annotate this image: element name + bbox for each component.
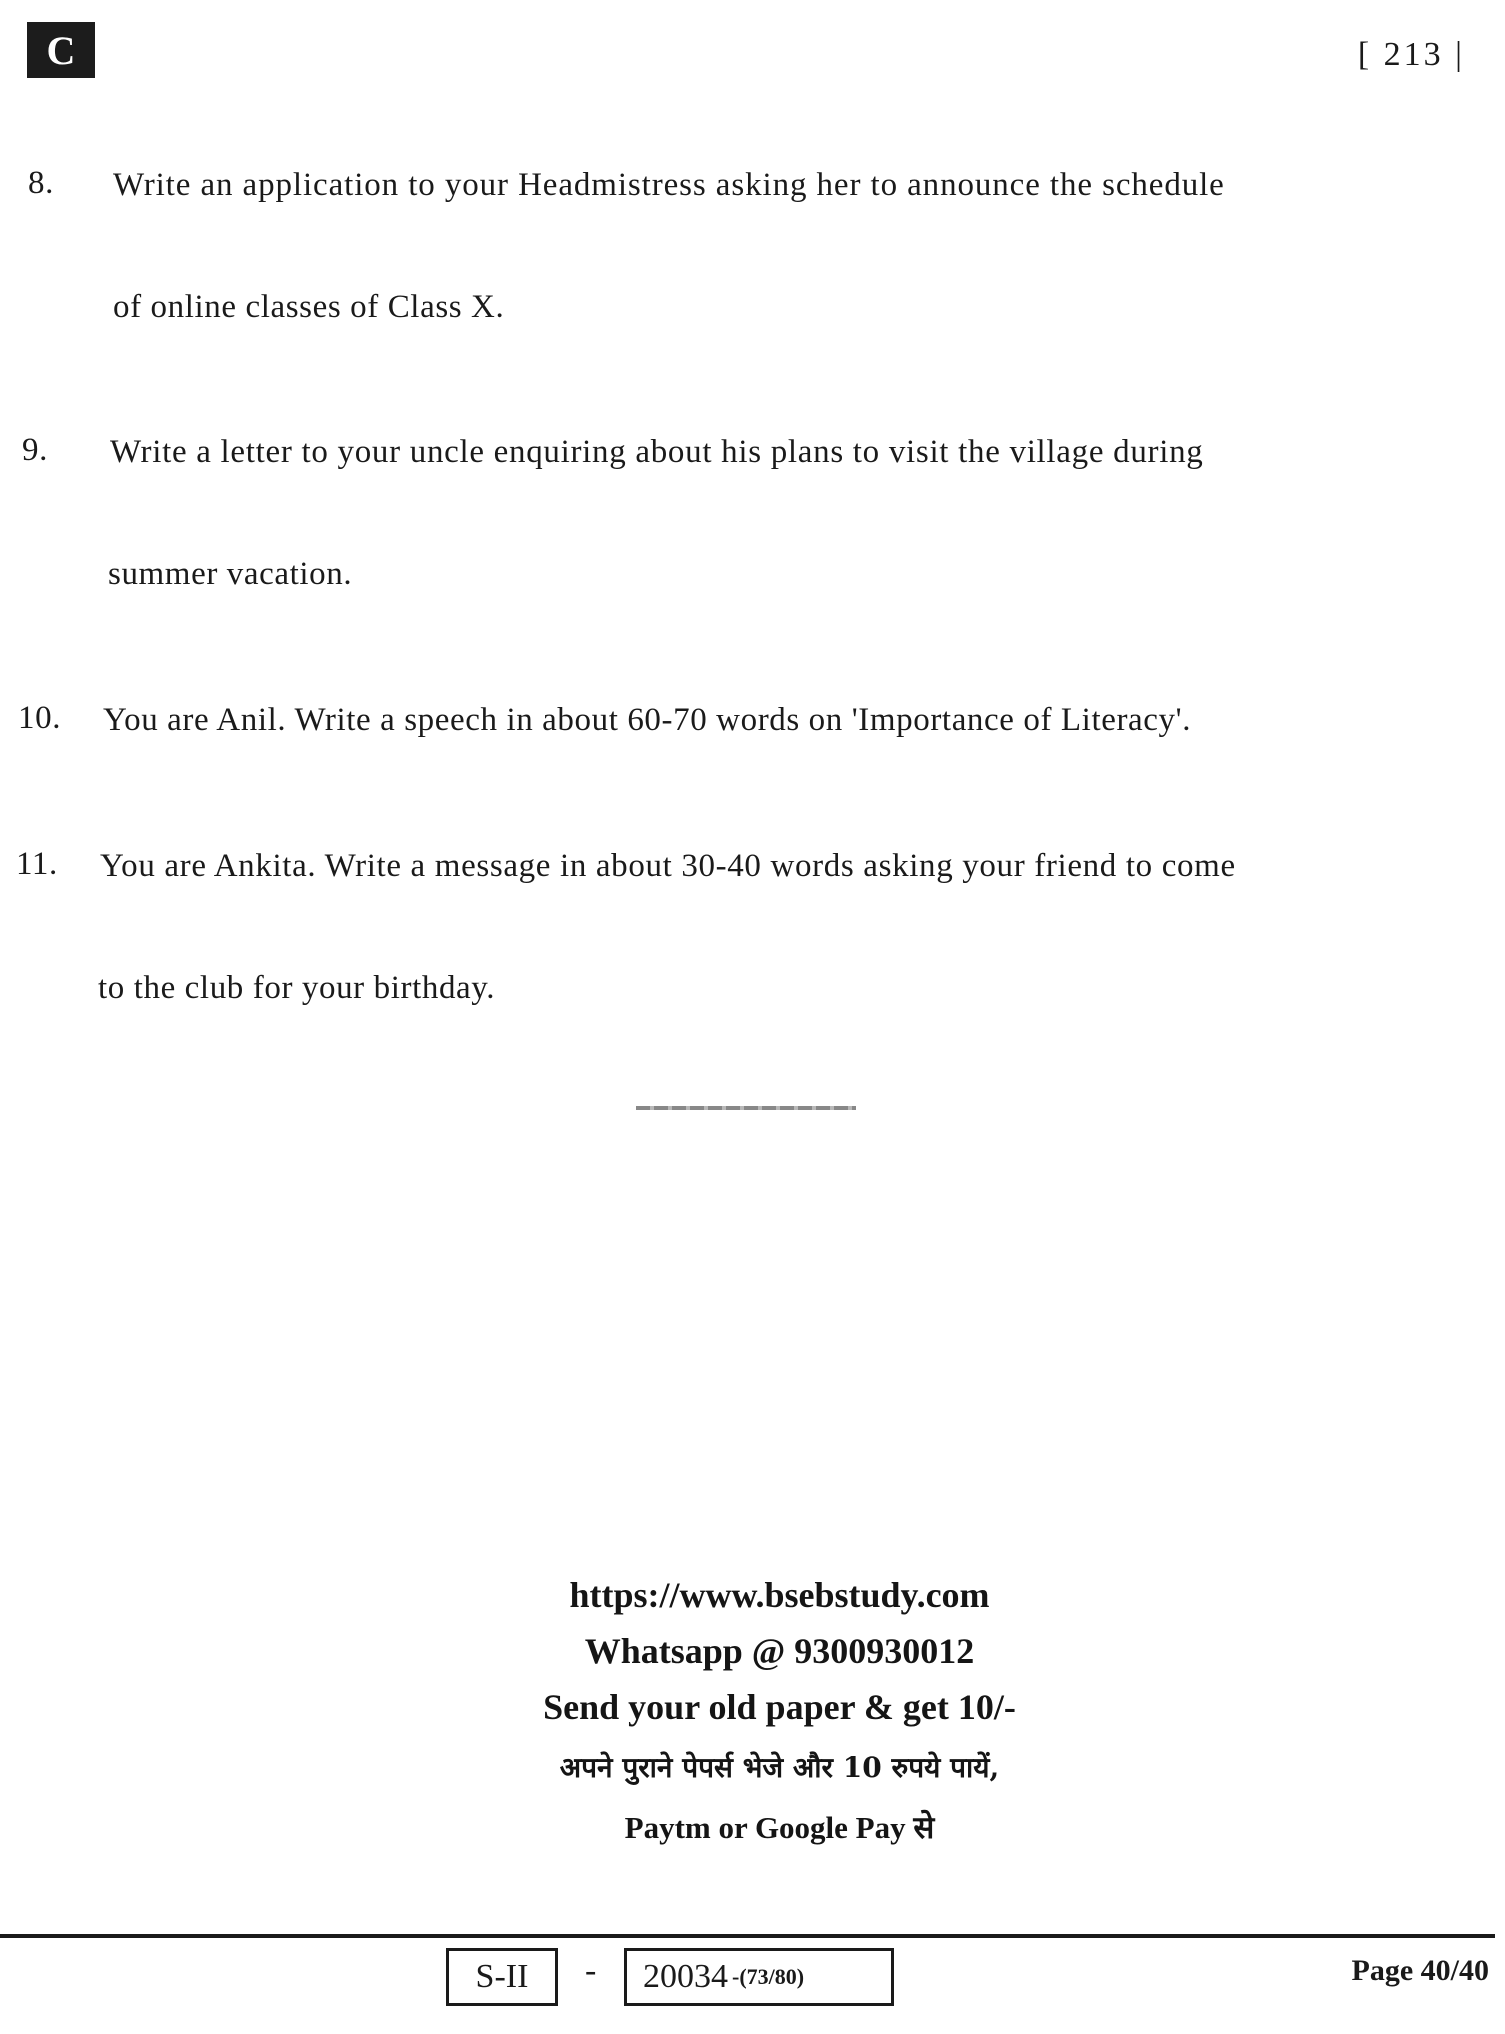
question-text-line: You are Ankita. Write a message in about 30-40 words asking your friend to come: [100, 848, 1236, 884]
question-text-line: summer vacation.: [108, 556, 353, 592]
question-text-line: You are Anil. Write a speech in about 60-70 words on 'Importance of Literacy'.: [103, 702, 1192, 738]
question-text-line: to the club for your birthday.: [98, 970, 496, 1006]
question-number: 10.: [18, 700, 62, 736]
question-number: 11.: [16, 846, 58, 882]
question-number: 8.: [28, 165, 54, 201]
page-code: [ 213 |: [1357, 36, 1465, 73]
promo-payment: Paytm or Google Pay से: [624, 1810, 935, 1845]
question-number: 9.: [22, 432, 48, 468]
question-text-line: Write an application to your Headmistress asking her to announce the schedule: [113, 167, 1225, 203]
promo-whatsapp: Whatsapp @ 9300930012: [584, 1631, 975, 1671]
question-text-line: Write a letter to your uncle enquiring about his plans to visit the village during: [110, 434, 1204, 470]
series-code-box: [446, 1948, 558, 2006]
footer-separator: -: [585, 1952, 597, 1989]
paper-code-box: [624, 1948, 894, 2006]
page-number: Page 40/40: [1351, 1954, 1489, 1987]
promo-hindi-offer: अपने पुराने पेपर्स भेजे और 10 रुपये पायें,: [559, 1751, 1000, 1784]
section-end-divider: [636, 1106, 856, 1110]
footer-rule: [0, 1934, 1495, 1938]
section-badge: C: [27, 22, 95, 78]
promo-offer: Send your old paper & get 10/-: [543, 1687, 1016, 1727]
paper-code-suffix: -(73/80): [732, 1964, 805, 1989]
promo-website: https://www.bsebstudy.com: [569, 1575, 990, 1615]
series-code: S-II: [475, 1958, 529, 1995]
paper-code: 20034: [643, 1958, 728, 1995]
question-text-line: of online classes of Class X.: [113, 289, 505, 325]
